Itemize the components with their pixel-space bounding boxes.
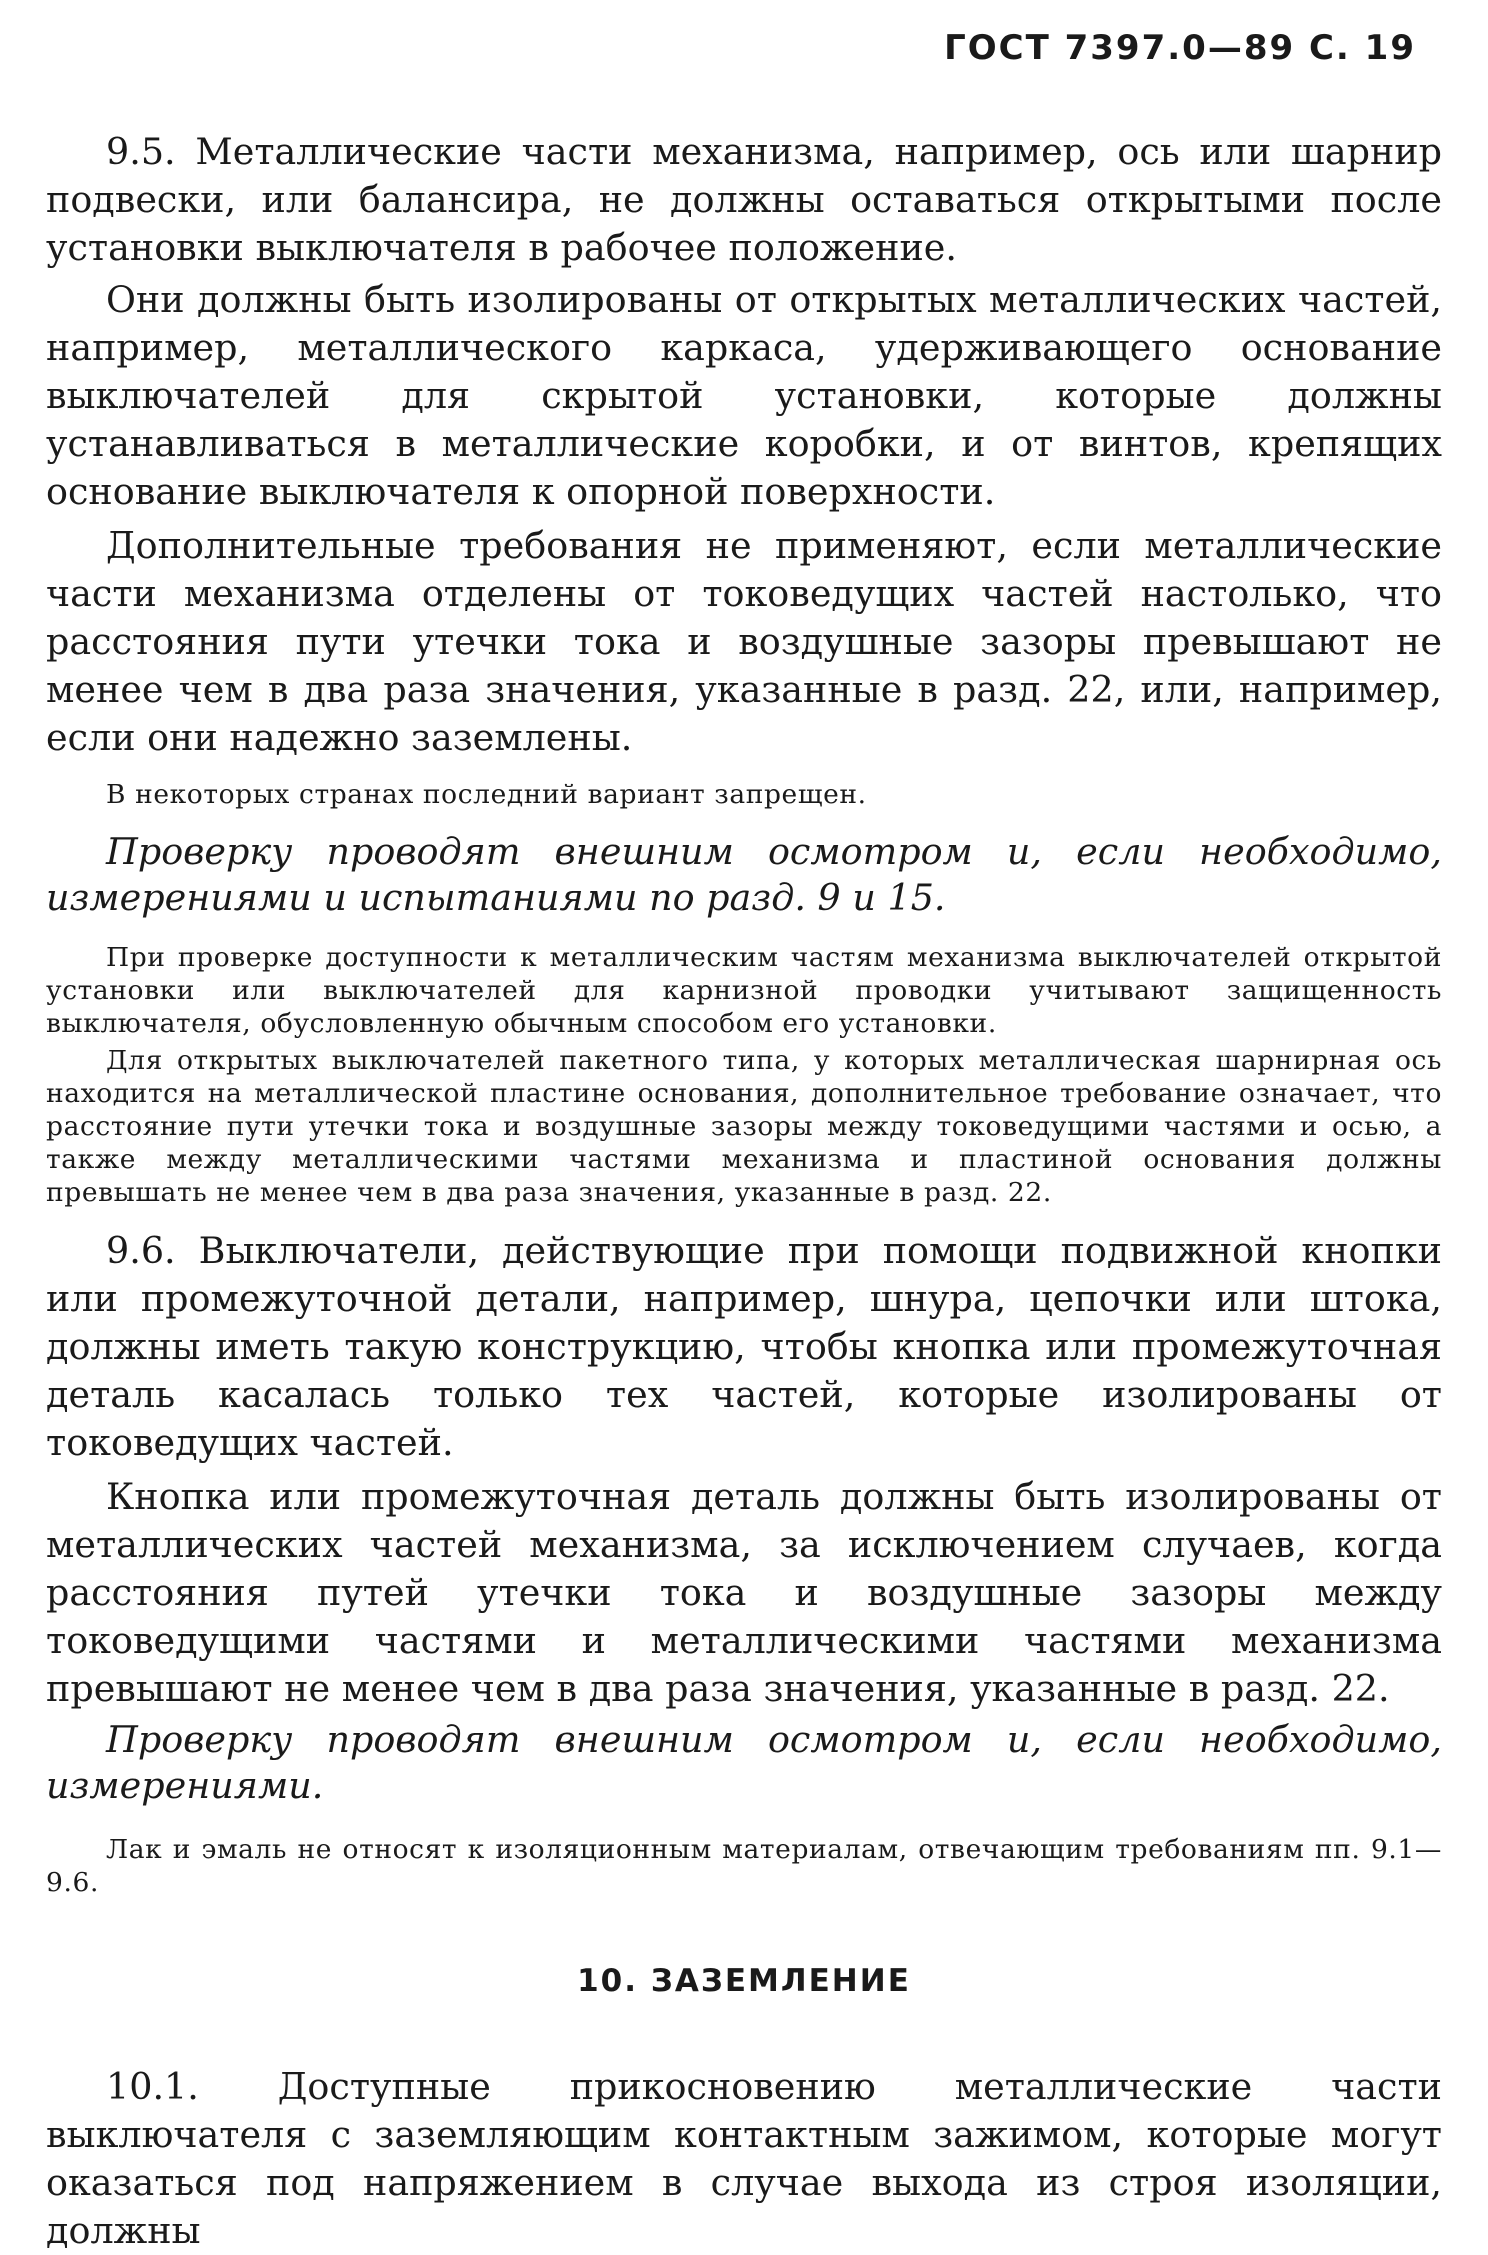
running-head: ГОСТ 7397.0—89 С. 19 [944,28,1416,68]
paragraph-9-5-additional: Дополнительные требования не применяют, если металлические части механизма отделены от токоведущих частей настолько, что расстояния пути утечки тока и воздушные зазоры превышают не менее чем в два раза значения, указанные в разд. 22, или, например, если они надежно заземлены. [46,524,1442,759]
paragraph-9-6: 9.6. Выключатели, действующие при помощи подвижной кнопки или промежуточной детали, например, шнура, цепочки или штока, должны иметь такую конструкцию, чтобы кнопка или промежуточная деталь касалась только тех частей, которые изолированы от токоведущих частей. [46,1229,1442,1464]
page-content [46,128,1442,2255]
note-varnish: Лак и эмаль не относят к изоляционным материалам, отвечающим требованиям пп. 9.1—9.6. [46,1834,1442,1898]
paragraph-10-1: 10.1. Доступные прикосновению металлические части выключателя с заземляющим контактным зажимом, которые могут оказаться под напряжением в случае выхода из строя изоляции, должны [46,2065,1442,2252]
paragraph-9-5-insulation: Они должны быть изолированы от открытых металлических частей, например, металлического каркаса, удерживающего основание выключателей для скрытой установки, которые должны устанавливаться в металлические коробки, и от винтов, крепящих основание выключателя к опорной поверхности. [46,278,1442,513]
check-paragraph-1: Проверку проводят внешним осмотром и, если необходимо, измерениями и испытаниями по разд. 9 и 15. [46,830,1442,919]
paragraph-9-6-button: Кнопка или промежуточная деталь должны быть изолированы от металлических частей механизма, за исключением случаев, когда расстояния путей утечки тока и воздушные зазоры между токоведущими частями и металлическими частями механизма превышают не менее чем в два раза значения, указанные в разд. 22. [46,1475,1442,1710]
check-paragraph-2: Проверку проводят внешним осмотром и, если необходимо, измерениями. [46,1718,1442,1807]
section-heading: 10. ЗАЗЕМЛЕНИЕ [577,1963,911,1999]
note-countries: В некоторых странах последний вариант запрещен. [106,779,867,810]
note-packet-type: Для открытых выключателей пакетного типа, у которых металлическая шарнирная ось находится на металлической пластине основания, дополнительное требование означает, что расстояние пути утечки тока и воздушные зазоры между токоведущими частями и осью, а также между металлическими частями механизма и пластиной основания должны превышать не менее чем в два раза значения, указанные в разд. 22. [46,1045,1442,1208]
paragraph-9-5: 9.5. Металлические части механизма, например, ось или шарнир подвески, или балансира, не должны оставаться открытыми после установки выключателя в рабочее положение. [46,130,1442,269]
note-accessibility: При проверке доступности к металлическим частям механизма выключателей открытой установки или выключателей для карнизной проводки учитывают защищенность выключателя, обусловленную обычным способом его установки. [46,942,1442,1039]
